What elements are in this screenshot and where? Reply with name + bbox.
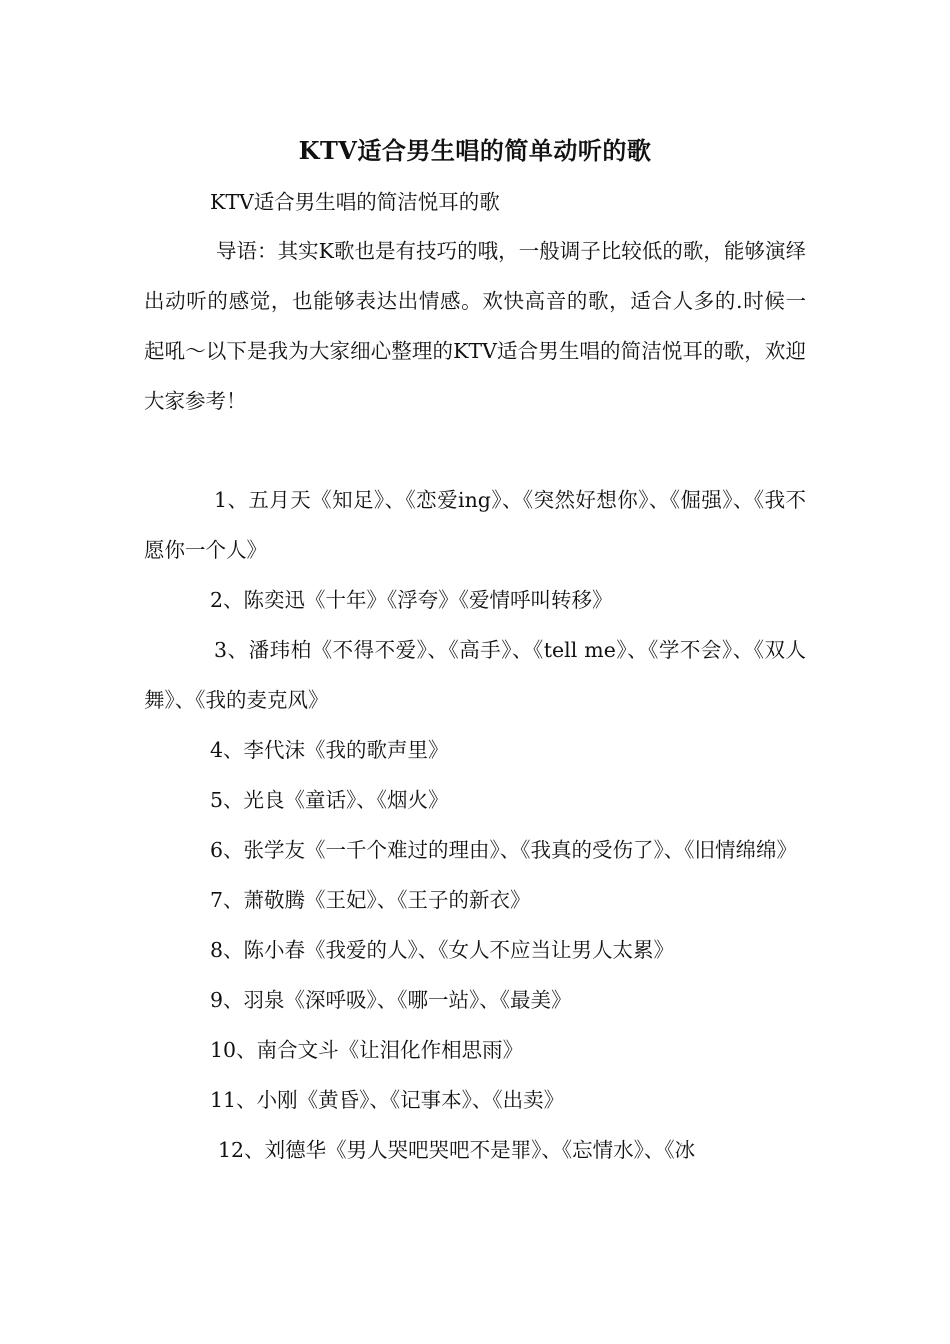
- list-item: 3、潘玮柏《不得不爱》、《高手》、《tell me》、《学不会》、《双人舞》、《我的麦克风》: [144, 638, 806, 712]
- list-item: 2、陈奕迅《十年》《浮夸》《爱情呼叫转移》: [210, 588, 613, 612]
- document-subtitle: KTV适合男生唱的简洁悦耳的歌: [210, 190, 500, 214]
- song-list: [144, 475, 806, 1175]
- intro-paragraph: 导语：其实K歌也是有技巧的哦，一般调子比较低的歌，能够演绎出动听的感觉，也能够表达出情感。欢快高音的歌，适合人多的.时候一起吼～以下是我为大家细心整理的KTV适合男生唱的简洁悦耳的歌，欢迎大家参考！: [144, 239, 806, 413]
- list-item: 11、小刚《黄昏》、《记事本》、《出卖》: [210, 1088, 565, 1112]
- list-item: 8、陈小春《我爱的人》、《女人不应当让男人太累》: [210, 938, 675, 962]
- list-item: 5、光良《童话》、《烟火》: [210, 788, 449, 812]
- list-item: 4、李代沫《我的歌声里》: [210, 738, 449, 762]
- document-title: KTV适合男生唱的简单动听的歌: [298, 136, 652, 165]
- list-item: 10、南合文斗《让泪化作相思雨》: [210, 1038, 524, 1062]
- list-item: 12、刘德华《男人哭吧哭吧不是罪》、《忘情水》、《冰: [218, 1138, 696, 1162]
- list-item: 9、羽泉《深呼吸》、《哪一站》、《最美》: [210, 988, 572, 1012]
- list-item: 1、五月天《知足》、《恋爱ing》、《突然好想你》、《倔强》、《我不愿你一个人》: [144, 488, 806, 562]
- list-item: 6、张学友《一千个难过的理由》、《我真的受伤了》、《旧情绵绵》: [210, 838, 798, 862]
- list-item: 7、萧敬腾《王妃》、《王子的新衣》: [210, 888, 531, 912]
